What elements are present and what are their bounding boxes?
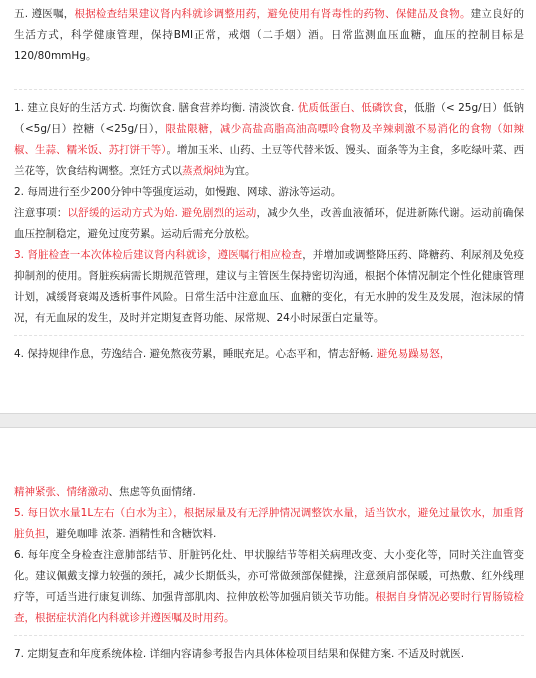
item-2 xyxy=(14,182,524,203)
item-4-body: 4. 保持规律作息，劳逸结合. 避免熬夜劳累，睡眠充足。心态平和，情志舒畅. xyxy=(14,348,377,360)
item-1-body: 。增加玉米、山药、土豆等代替米饭、馒头、面条等为主食，多吃绿叶菜、西兰花等，饮食结构调整。烹饪方式以 xyxy=(14,144,524,177)
item-1-highlight-protein: 优质低蛋白、低磷饮食 xyxy=(297,102,404,114)
section-five-highlight: 根据检查结果建议肾内科就诊调整用药，避免使用有肾毒性的药物、保健品及食物。 xyxy=(74,8,471,20)
item-3-body: ，并增加或调整降压药、降糖药、利尿剂及免疫抑制剂的使用。肾脏疾病需长期规范管理，建议与主管医生保持密切沟通，根据个体情况制定个性化健康管理计划，减缓肾衰竭及透析事件风险。日常生活中注意血压、血糖的变化，有无水肿的发生及发展，泡沫尿的情况，有无血尿的发生，及时并定期复查肾功能、尿常规、24小时尿蛋白定量等。 xyxy=(14,249,525,324)
item-1 xyxy=(14,98,524,182)
item-3 xyxy=(14,245,524,329)
item-6 xyxy=(14,545,524,629)
section-five-body: 建立良好的生活方式，科学健康管理，保持BMI正常，戒烟（二手烟）酒。日常监测血压血糖，血压的控制目标是120/80mmHg。 xyxy=(14,8,525,62)
item-4-continued-highlight: 精神紧张、情绪激动 xyxy=(14,486,109,498)
item-3-highlight: 肾脏检查一本次体检后建议肾内科就诊，遵医嘱行相应检查 xyxy=(27,249,303,261)
item-4-continued-body: 、焦虑等负面情绪. xyxy=(108,486,196,498)
item-1-lead: 1. 建立良好的生活方式. 均衡饮食. 膳食营养均衡. 清淡饮食. xyxy=(14,102,298,114)
divider xyxy=(14,89,524,90)
item-7 xyxy=(14,644,524,665)
section-five-lead: 五. 遵医嘱， xyxy=(14,8,75,20)
item-2-note-body: ，减少久坐，改善血液循环，促进新陈代谢。运动前确保血压控制稳定，避免过度劳累。运动后需充分放松。 xyxy=(14,207,524,240)
item-4-continued xyxy=(14,482,524,503)
item-7-body: 7. 定期复查和年度系统体检. 详细内容请参考报告内具体体检项目结果和保健方案. 不适及时就医. xyxy=(14,648,465,660)
item-5 xyxy=(14,503,524,545)
item-2-main: 2. 每周进行至少200分钟中等强度运动，如慢跑、网球、游泳等运动。 xyxy=(14,186,342,198)
section-five xyxy=(14,4,524,67)
item-1-limits: ，低脂（< 25g/日）低钠（<5g/日）控糖（<25g/日）， xyxy=(14,102,524,135)
item-2-note-label: 注意事项： xyxy=(14,207,68,219)
report-page-2 xyxy=(0,427,536,678)
item-3-number: 3. xyxy=(14,249,28,261)
item-6-body: 6. 每年度全身检查注意肺部结节、肝脏钙化灶、甲状腺结节等相关病理改变、大小变化等，同时关注血管变化。建议佩戴支撑力较强的颈托，减少长期低头，亦可常做颈部保健操，注意颈肩部保暖，可热敷、红外线理疗等，可适当进行康复训练、加强背部肌肉、拉伸放松等加强肩锁关节功能。 xyxy=(14,549,524,603)
item-1-highlight-cooking: 蒸煮焖炖 xyxy=(182,165,224,177)
item-1-highlight-salt-sugar: 限盐限糖，减少高盐高脂高油高嘌呤食物及辛辣刺激不易消化的食物（如辣椒、生蒜、糯米饭、苏打饼干等） xyxy=(14,123,524,156)
item-5-highlight: 5. 每日饮水量1L左右（白水为主），根据尿量及有无浮肿情况调整饮水量，适当饮水，避免过量饮水，加重肾脏负担 xyxy=(14,507,524,540)
item-2-note xyxy=(14,203,524,245)
item-4-highlight: 避免易躁易怒， xyxy=(376,348,451,360)
item-5-body: ，避免咖啡 浓茶. 酒精性和含糖饮料. xyxy=(45,528,217,540)
item-4 xyxy=(14,344,524,365)
item-1-tail: 为宜。 xyxy=(224,165,256,177)
divider xyxy=(14,335,524,336)
item-2-note-highlight: 以舒缓的运动方式为始. 避免剧烈的运动 xyxy=(67,207,257,219)
item-6-highlight: 根据自身情况必要时行胃肠镜检查，根据症状消化内科就诊并遵医嘱及时用药。 xyxy=(14,591,525,624)
divider xyxy=(14,635,524,636)
